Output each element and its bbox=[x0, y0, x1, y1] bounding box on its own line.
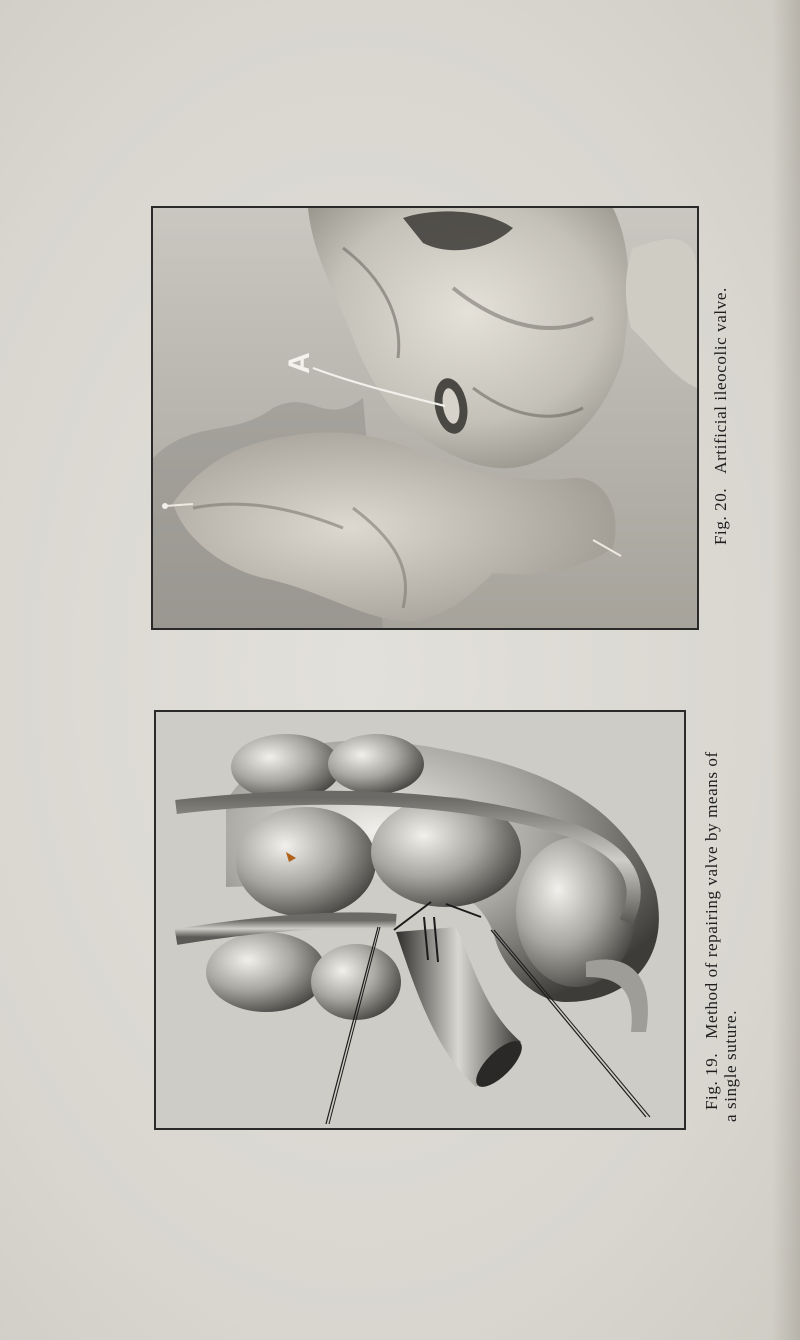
figure-19-caption-line1 bbox=[702, 751, 722, 1110]
figure-20-photograph bbox=[151, 206, 699, 630]
figure-19-illustration bbox=[154, 710, 686, 1130]
page-edge-shadow bbox=[772, 0, 800, 1340]
figure-20-number: Fig. 20. bbox=[711, 487, 730, 545]
figure-19-number: Fig. 19. bbox=[702, 1052, 721, 1110]
label-letter-a: A bbox=[282, 352, 316, 374]
figure-19-caption-text-2: a single suture. bbox=[721, 1009, 740, 1122]
figure-19-image bbox=[156, 712, 684, 1128]
figure-20-caption bbox=[711, 287, 731, 545]
figure-20-image bbox=[153, 208, 697, 628]
figure-20-caption-text: Artificial ileocolic valve. bbox=[711, 287, 730, 474]
figure-19-caption-line2 bbox=[721, 1010, 741, 1122]
figure-19-caption-text-1: Method of repairing valve by means of bbox=[702, 751, 721, 1039]
